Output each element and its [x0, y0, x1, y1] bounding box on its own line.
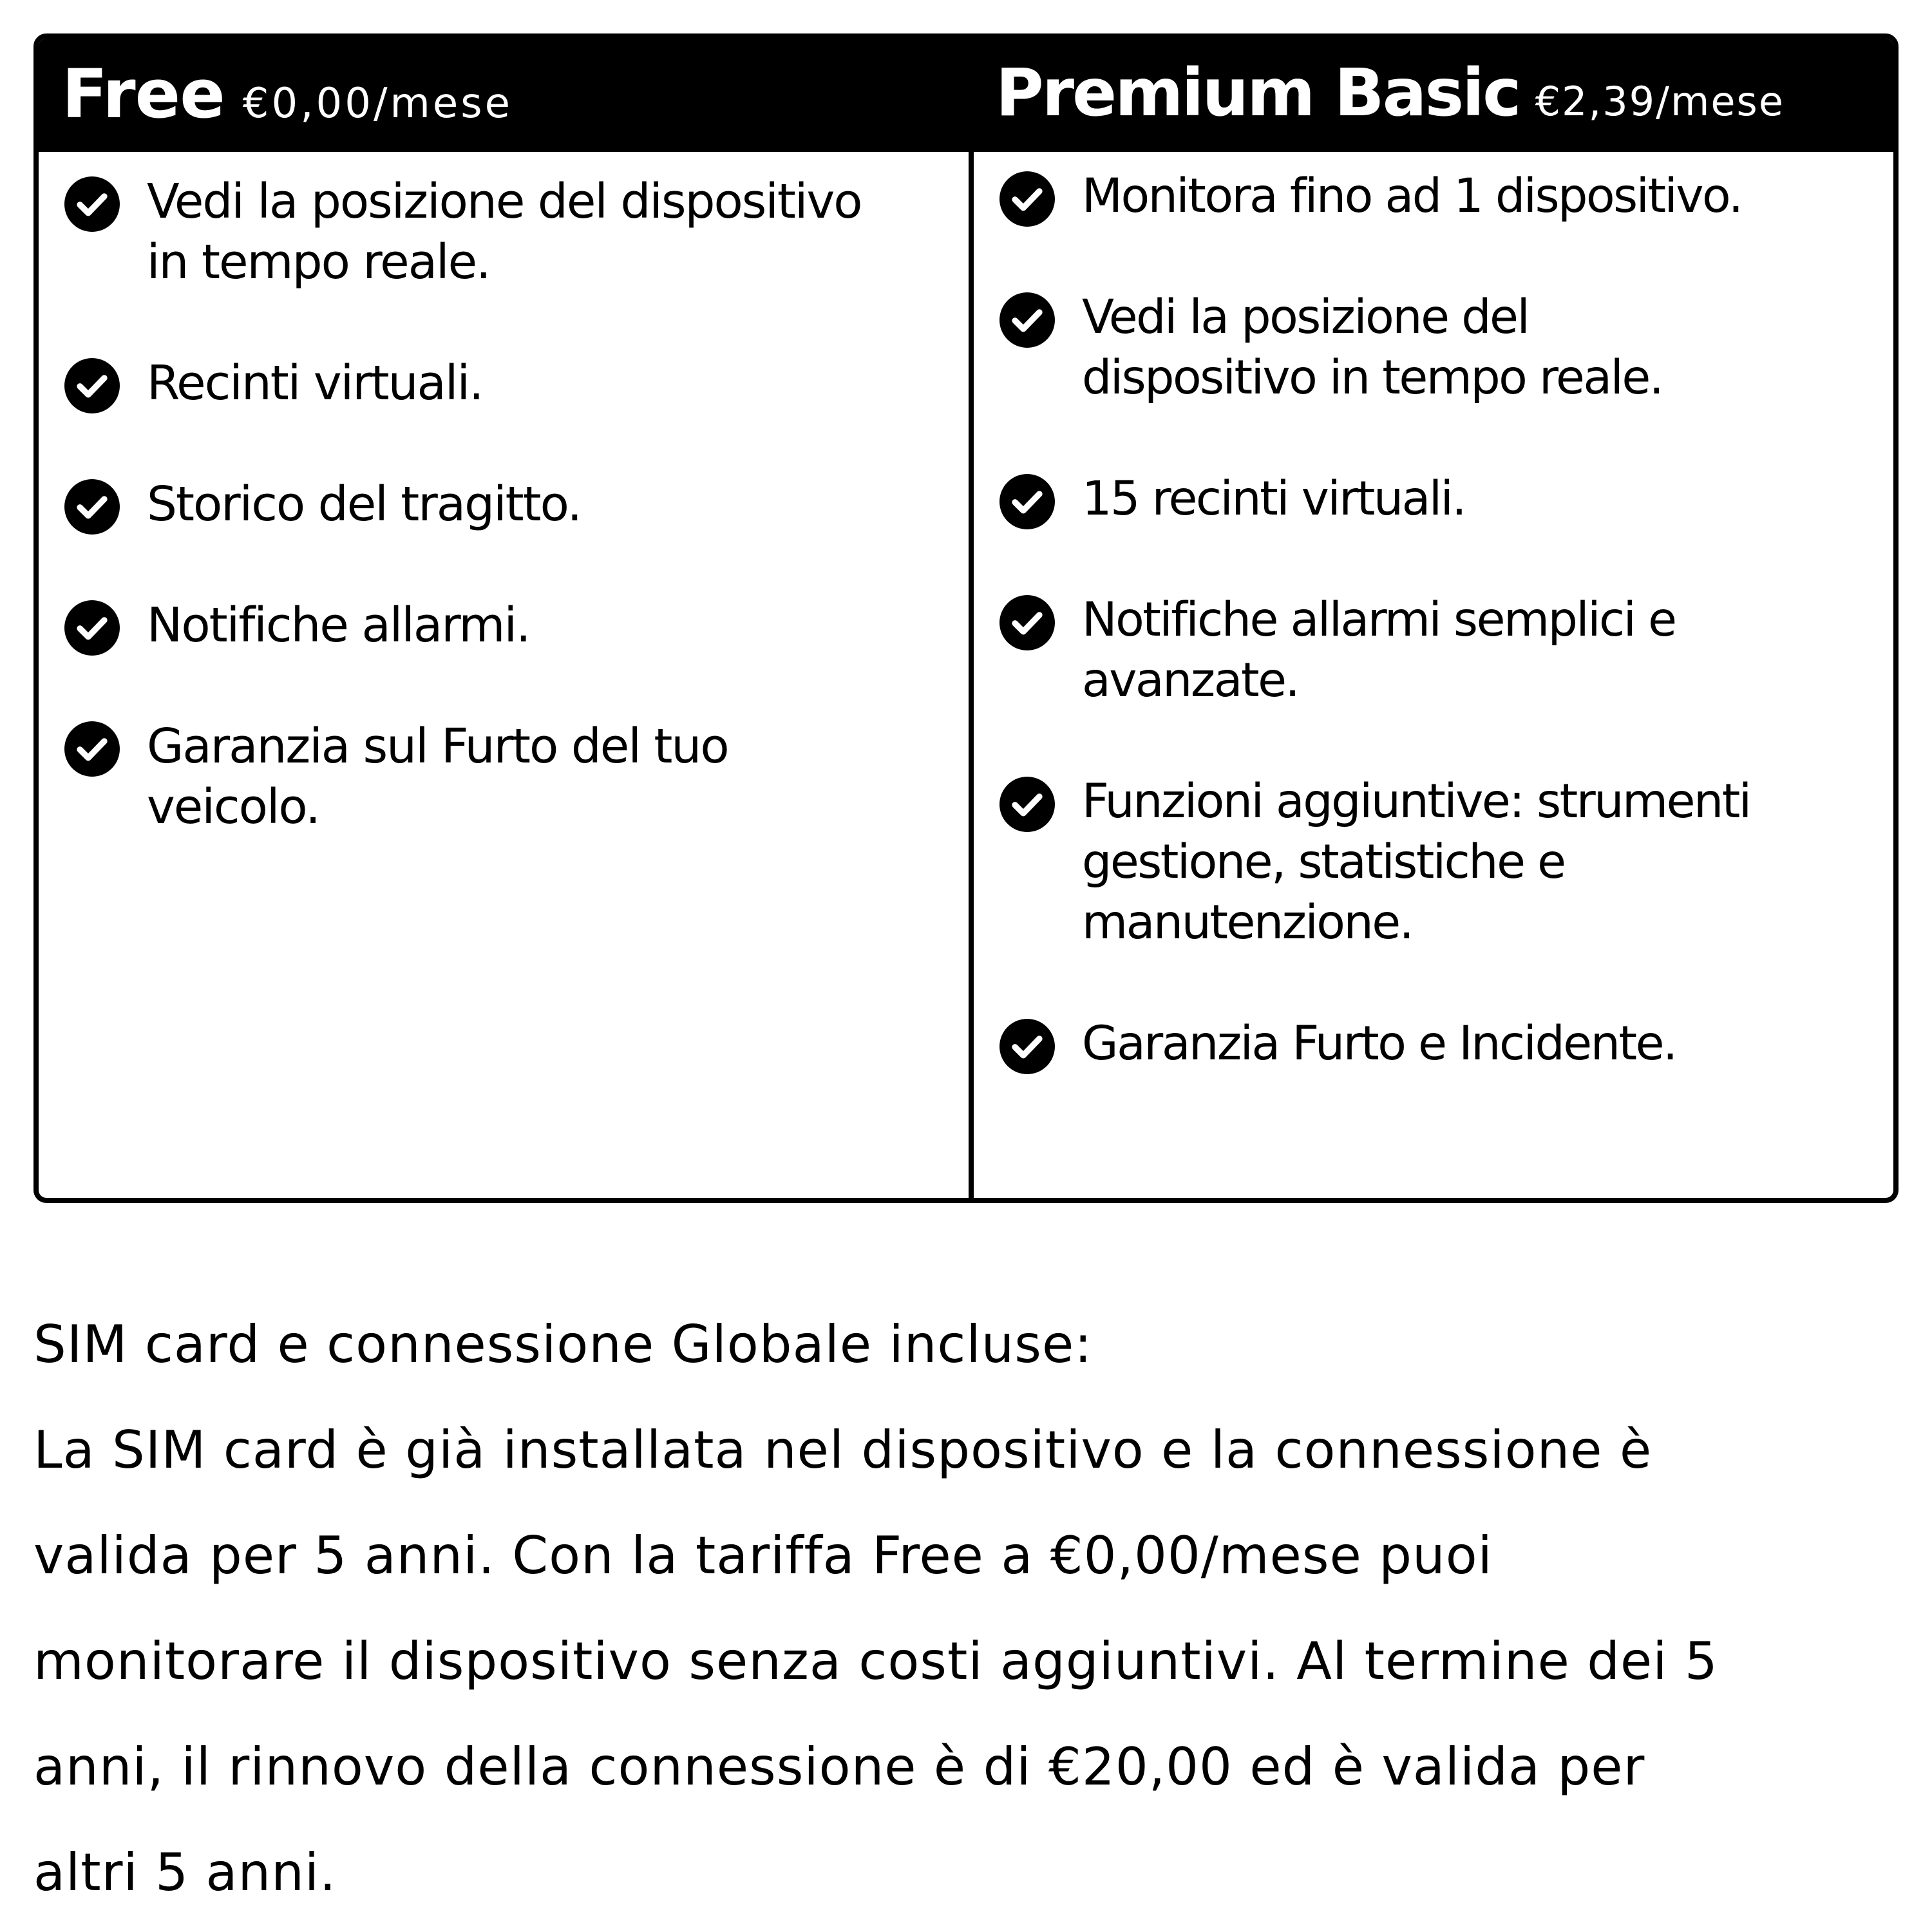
check-circle-icon — [999, 1019, 1055, 1074]
plan-free — [39, 39, 974, 1198]
feature-text: Notifiche allarmi semplici e avanzate. — [1082, 592, 1676, 708]
feature-item — [999, 1014, 1893, 1074]
feature-text: Monitora fino ad 1 dispositivo. — [1082, 169, 1742, 223]
sim-info-line: anni, il rinnovo della connessione è di €20,00 ed è valida per — [33, 1737, 1645, 1797]
feature-item — [64, 171, 969, 292]
feature-item — [64, 595, 969, 656]
feature-text: Funzioni aggiuntive: strumenti gestione, statistiche e manutenzione. — [1082, 774, 1750, 950]
feature-item — [999, 590, 1893, 711]
sim-info-paragraph — [33, 1292, 1914, 1926]
plan-premium-feature-list — [974, 152, 1893, 1074]
sim-info-heading: SIM card e connessione Globale incluse: — [33, 1314, 1093, 1374]
feature-text: Recinti virtuali. — [147, 355, 483, 411]
check-circle-icon — [999, 474, 1055, 529]
plan-premium-price: €2,39/mese — [1535, 78, 1785, 125]
check-circle-icon — [999, 595, 1055, 650]
plan-premium-header — [974, 39, 1893, 152]
sim-info-line: La SIM card è già installata nel dispositivo e la connessione è — [33, 1420, 1653, 1480]
check-circle-icon — [999, 292, 1055, 348]
feature-text: Vedi la posizione del dispositivo in tempo reale. — [1082, 290, 1663, 405]
check-circle-icon — [64, 479, 120, 535]
feature-item — [999, 772, 1893, 953]
sim-info-line: valida per 5 anni. Con la tariffa Free a €0,00/mese puoi — [33, 1526, 1493, 1586]
feature-text: Notifiche allarmi. — [147, 598, 530, 653]
plan-premium-basic — [974, 39, 1893, 1198]
feature-item — [999, 469, 1893, 529]
check-circle-icon — [999, 171, 1055, 227]
feature-text: 15 recinti virtuali. — [1082, 471, 1466, 526]
feature-text: Storico del tragitto. — [147, 477, 582, 532]
plans-comparison-table — [33, 33, 1899, 1203]
sim-info-line: altri 5 anni. — [33, 1842, 337, 1902]
plan-free-feature-list — [39, 152, 969, 837]
plan-free-price: €0,00/mese — [242, 80, 513, 128]
plan-free-header — [39, 39, 969, 152]
feature-text: Vedi la posizione del dispositivo in tempo reale. — [147, 174, 862, 290]
feature-item — [999, 166, 1893, 227]
feature-item — [64, 474, 969, 535]
check-circle-icon — [64, 358, 120, 413]
sim-info-line: monitorare il dispositivo senza costi aggiuntivi. Al termine dei 5 — [33, 1631, 1718, 1691]
check-circle-icon — [999, 777, 1055, 832]
feature-item — [999, 287, 1893, 408]
check-circle-icon — [64, 721, 120, 777]
feature-text: Garanzia sul Furto del tuo veicolo. — [147, 719, 728, 835]
plan-premium-name: Premium Basic — [996, 55, 1520, 131]
check-circle-icon — [64, 176, 120, 232]
feature-item — [64, 716, 969, 837]
feature-item — [64, 353, 969, 413]
check-circle-icon — [64, 600, 120, 656]
plan-free-name: Free — [62, 55, 225, 133]
feature-text: Garanzia Furto e Incidente. — [1082, 1016, 1676, 1071]
